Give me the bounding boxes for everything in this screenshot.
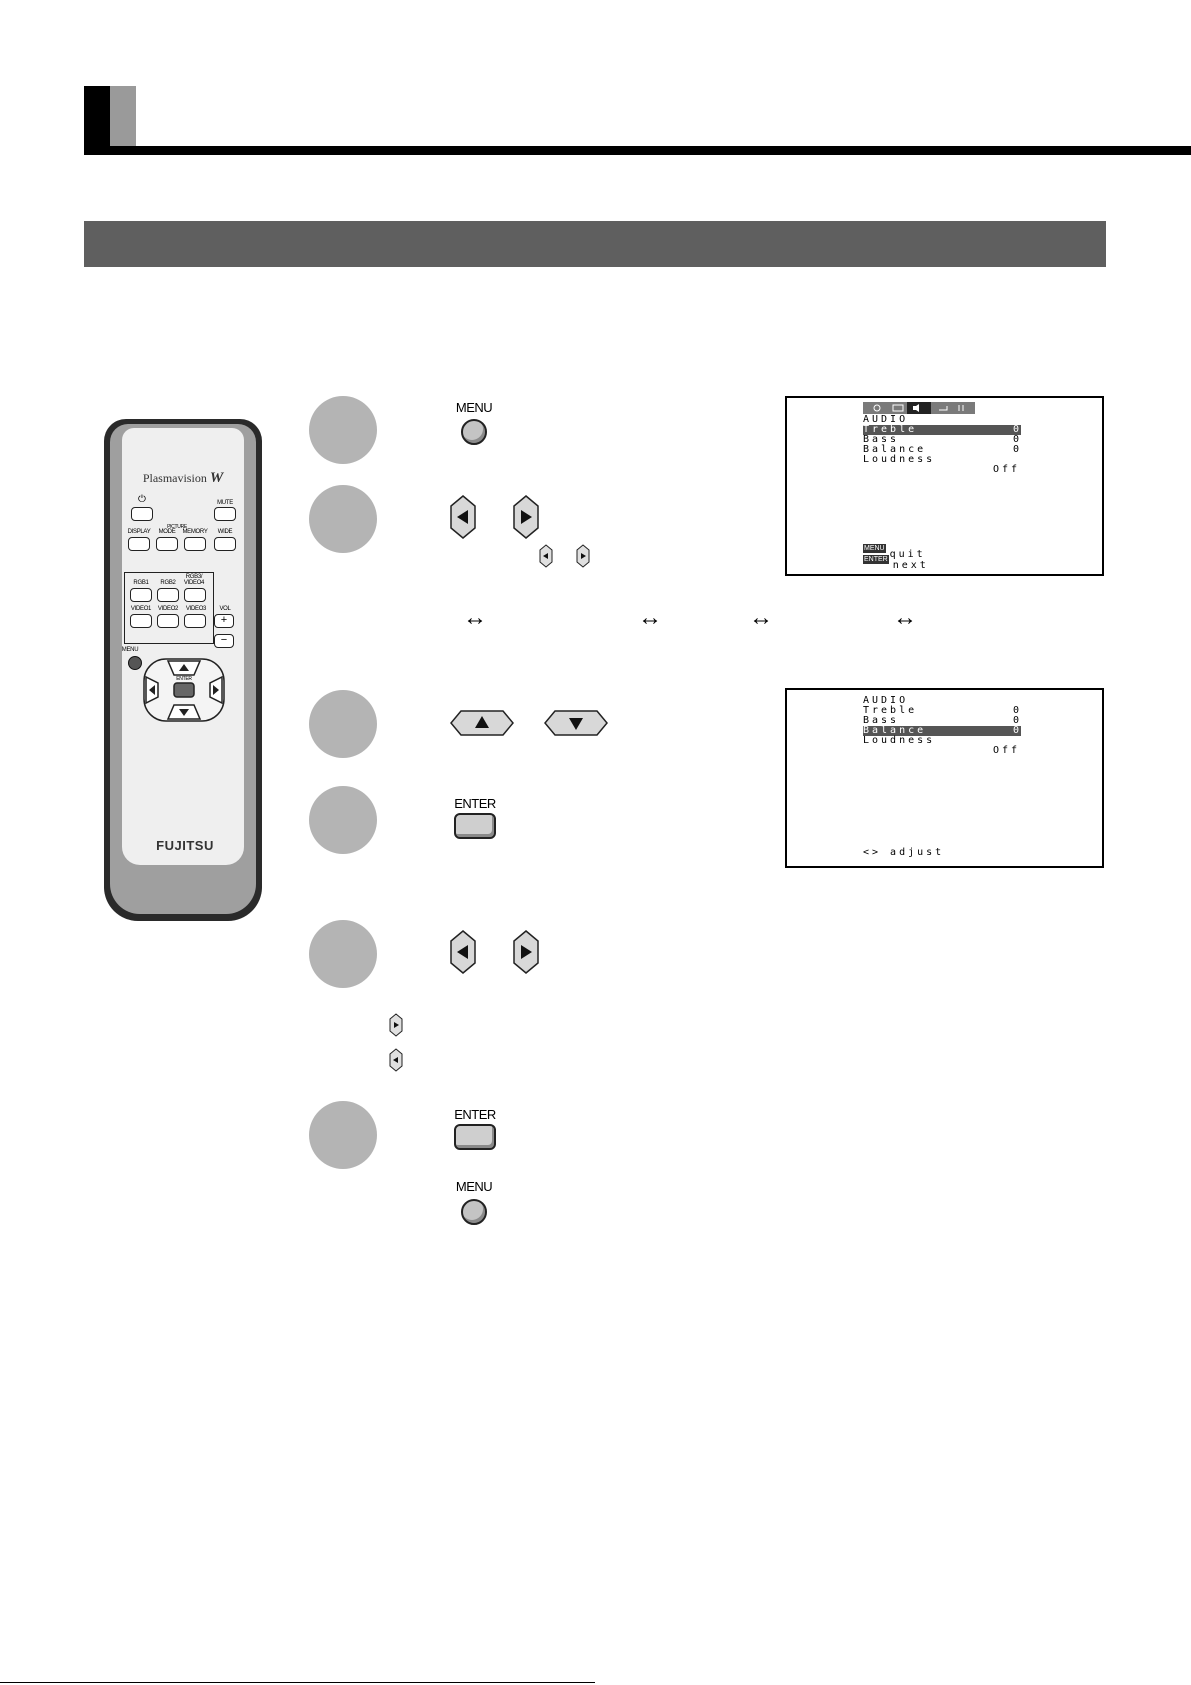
video2-button[interactable] — [157, 614, 179, 628]
remote-enter-label: ENTER — [176, 676, 192, 682]
rgb3-video4-label: RGB3/ VIDEO4 — [183, 574, 205, 586]
step4-enter-button[interactable] — [454, 813, 496, 839]
fujitsu-logo: FUJITSU — [156, 838, 214, 853]
osd2-balance-value: 0 — [1012, 725, 1019, 736]
wide-label: WIDE — [217, 529, 233, 535]
step1-menu-button[interactable] — [461, 419, 487, 445]
video3-button[interactable] — [184, 614, 206, 628]
osd1-treble-value: 0 — [1012, 424, 1019, 435]
video3-label: VIDEO3 — [185, 606, 207, 612]
osd2-bass-label: Bass — [863, 715, 900, 726]
vol-down-button[interactable]: − — [214, 634, 234, 648]
osd2-treble-value: 0 — [1012, 705, 1019, 716]
power-icon: ⏻ — [138, 494, 146, 505]
osd2-treble-label: Treble — [863, 705, 918, 716]
osd1-bass-value: 0 — [1012, 434, 1019, 445]
vol-label: VOL — [219, 606, 231, 612]
power-button[interactable] — [131, 507, 153, 521]
osd2-loudness-value: Off — [993, 745, 1021, 756]
memory-label: MEMORY — [182, 529, 208, 535]
step6-enter-button[interactable] — [454, 1124, 496, 1150]
osd1-enter-tag: ENTER — [864, 556, 888, 563]
mode-button[interactable] — [156, 537, 178, 551]
osd1-balance-value: 0 — [1012, 444, 1019, 455]
step2-right-small-icon — [576, 544, 590, 568]
right-small-icon — [389, 1013, 403, 1037]
step3-up-button[interactable] — [449, 709, 515, 737]
rgb2-button[interactable] — [157, 588, 179, 602]
step-circle-1 — [309, 396, 377, 464]
osd2-balance-label: Balance — [863, 725, 927, 736]
left-small-icon — [389, 1048, 403, 1072]
remote-menu-label: MENU — [121, 647, 139, 653]
osd1-loudness-value: Off — [993, 464, 1021, 475]
osd-screen-audio-menu — [785, 396, 1104, 576]
remote-brand — [138, 470, 228, 487]
step6-enter-label: ENTER — [454, 1107, 496, 1122]
step-circle-6 — [309, 1101, 377, 1169]
bottom-rule — [0, 1682, 595, 1683]
step4-enter-label: ENTER — [454, 796, 496, 811]
osd2-loudness-label: Loudness — [863, 735, 936, 746]
video2-label: VIDEO2 — [157, 606, 179, 612]
osd1-footer-next — [863, 555, 929, 573]
chapter-marker-gray — [110, 86, 136, 146]
wide-button[interactable] — [214, 537, 236, 551]
mute-label: MUTE — [217, 500, 233, 506]
mute-button[interactable] — [214, 507, 236, 521]
step6-menu-label: MENU — [455, 1179, 493, 1194]
remote-brand-text: Plasmavision — [142, 471, 207, 485]
osd1-quit-text: quit — [889, 549, 926, 560]
osd-menu-tab-bar — [863, 402, 975, 414]
osd1-balance-label: Balance — [863, 444, 927, 455]
step-circle-5 — [309, 920, 377, 988]
double-arrow-icon: ↔ — [463, 604, 487, 631]
osd-screen-balance-adjust — [785, 688, 1104, 868]
remote-dpad — [140, 655, 228, 725]
memory-button[interactable] — [184, 537, 206, 551]
double-arrow-icon: ↔ — [893, 604, 917, 631]
step2-left-button[interactable] — [449, 494, 477, 540]
step3-down-button[interactable] — [543, 709, 609, 737]
step2-left-small-icon — [539, 544, 553, 568]
step-circle-4 — [309, 786, 377, 854]
chapter-marker-black — [84, 86, 110, 146]
picture-group-label: PICTURE — [167, 524, 187, 530]
osd2-footer-adjust: <> adjust — [863, 847, 945, 858]
rgb3-video4-button[interactable] — [184, 588, 206, 602]
osd1-loudness-label: Loudness — [863, 454, 936, 465]
osd1-menu-tag: MENU — [864, 545, 885, 552]
rgb2-label: RGB2 — [160, 580, 176, 586]
step-circle-2 — [309, 485, 377, 553]
osd1-treble-label: Treble — [863, 424, 918, 435]
vol-up-button[interactable]: + — [214, 614, 234, 628]
osd2-bass-value: 0 — [1012, 715, 1019, 726]
header-rule — [84, 146, 1191, 155]
video1-label: VIDEO1 — [130, 606, 152, 612]
remote-brand-suffix: W — [209, 470, 224, 486]
rgb1-button[interactable] — [130, 588, 152, 602]
step2-right-button[interactable] — [512, 494, 540, 540]
step-circle-3 — [309, 690, 377, 758]
section-title-bar — [84, 221, 1106, 267]
osd1-title: AUDIO — [863, 414, 909, 425]
step1-menu-label: MENU — [455, 400, 493, 415]
step6-menu-button[interactable] — [461, 1199, 487, 1225]
step5-right-button[interactable] — [512, 929, 540, 975]
double-arrow-icon: ↔ — [638, 604, 662, 631]
osd2-title: AUDIO — [863, 695, 909, 706]
osd1-next-text: next — [892, 560, 929, 571]
double-arrow-icon: ↔ — [749, 604, 773, 631]
display-label: DISPLAY — [127, 529, 151, 535]
mode-label: MODE — [158, 529, 176, 535]
rgb1-label: RGB1 — [133, 580, 149, 586]
step5-left-button[interactable] — [449, 929, 477, 975]
display-button[interactable] — [128, 537, 150, 551]
video1-button[interactable] — [130, 614, 152, 628]
osd1-bass-label: Bass — [863, 434, 900, 445]
